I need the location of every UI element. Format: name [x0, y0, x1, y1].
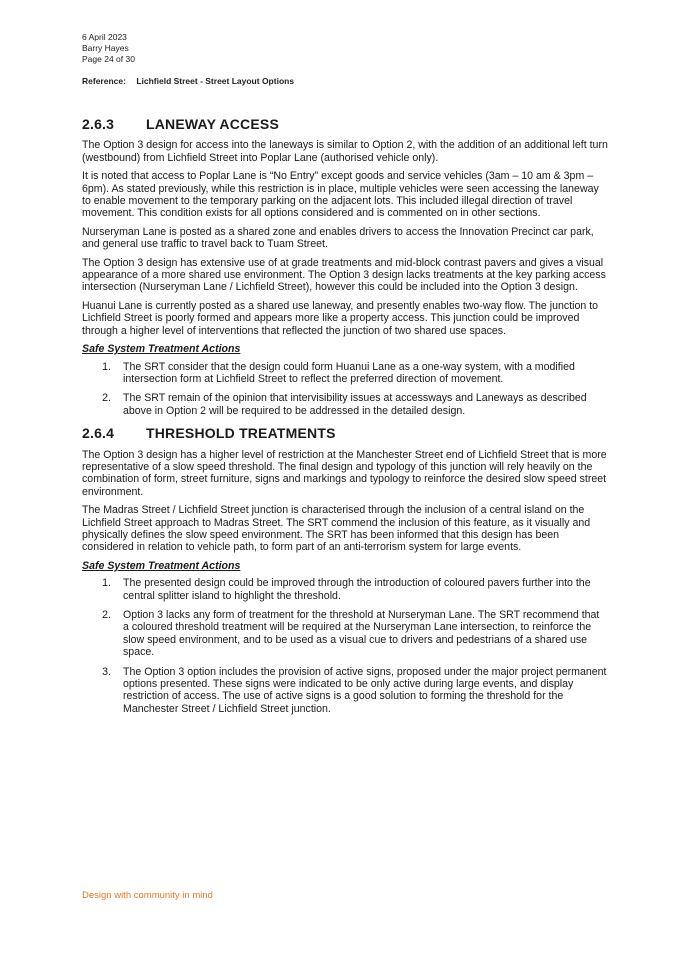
doc-date: 6 April 2023 — [82, 32, 127, 42]
list-item — [82, 609, 608, 659]
list-text: Option 3 lacks any form of treatment for the threshold at Nurseryman Lane. The SRT recommend that a coloured threshold treatment will be required at the Nurseryman Lane intersection, to reinforce the slow speed environment, and to be used as a visual cue to drivers and pedestrians of a shared use space. — [123, 609, 600, 659]
reference-value: Lichfield Street - Street Layout Options — [136, 76, 295, 86]
reference-label: Reference: — [82, 76, 126, 86]
section-title: THRESHOLD TREATMENTS — [146, 425, 336, 442]
list-number: 1. — [102, 577, 111, 590]
list-item — [82, 361, 608, 386]
paragraph: The Option 3 design for access into the laneways is similar to Option 2, with the addition of an additional left turn (westbound) from Lichfield Street into Poplar Lane (authorised vehicle only). — [82, 139, 608, 164]
reference-line — [82, 76, 294, 86]
actions-list — [82, 577, 608, 715]
list-number: 1. — [102, 360, 111, 373]
paragraph: It is noted that access to Poplar Lane is “No Entry” except goods and service vehicles (3am – 10 am & 3pm – 6pm). As stated previously, while this restriction is in place, multiple vehicles were seen accessing the laneway to enable movement to the temporary parking on the adjacent lots. This included illegal direction of travel movement. This condition exists for all options considered and is commented on in other sections. — [82, 170, 599, 220]
list-number: 2. — [102, 392, 111, 405]
list-item — [82, 666, 608, 716]
paragraph: The Option 3 design has extensive use of at grade treatments and mid-block contrast pavers and gives a visual appearance of a more shared use environment. The Option 3 design lacks treatments at the key parking access intersection (Nurseryman Lane / Lichfield Street), however this could be included into the Option 3 design. — [82, 256, 606, 294]
paragraph: The Madras Street / Lichfield Street junction is characterised through the inclusion of a central island on the Lichfield Street approach to Madras Street. The SRT commend the inclusion of this feature, as it visually and physically defines the slow speed environment. The SRT has been informed that this design has been considered in relation to vehicle path, to form part of an anti-terrorism system for large events. — [82, 504, 591, 554]
section-title: LANEWAY ACCESS — [146, 116, 279, 132]
section-number: 2.6.4 — [82, 425, 115, 442]
list-text: The SRT remain of the opinion that intervisibility issues at accessways and Laneways as described above in Option 2 will be required to be addressed in the detailed design. — [123, 392, 587, 417]
list-item — [82, 392, 608, 417]
list-number: 3. — [102, 665, 111, 678]
paragraph: The Option 3 design has a higher level of restriction at the Manchester Street end of Lichfield Street that is more representative of a slow speed threshold. The final design and typology of this junction will rely heavily on the combination of form, street furniture, signs and markings and typology to reinforce the desired slow speed street environment. — [82, 448, 607, 498]
paragraph: Nurseryman Lane is posted as a shared zone and enables drivers to access the Innovation Precinct car park, and general use traffic to travel back to Tuam Street. — [82, 225, 594, 251]
actions-list — [82, 361, 608, 418]
actions-heading: Safe System Treatment Actions — [82, 559, 241, 572]
page-number: Page 24 of 30 — [82, 54, 135, 64]
page-content — [82, 118, 608, 722]
list-text: The presented design could be improved through the introduction of coloured pavers further into the central splitter island to highlight the threshold. — [123, 577, 591, 602]
footer-tagline: Design with community in mind — [82, 890, 213, 901]
list-text: The Option 3 option includes the provision of active signs, proposed under the major project permanent options presented. These signs were indicated to be only active during large events, and display restriction of access. The use of active signs is a good solution to forming the threshold for the Manchester Street / Lichfield Street junction. — [123, 665, 607, 715]
list-text: The SRT consider that the design could form Huanui Lane as a one-way system, with a modified intersection form at Lichfield Street to reflect the preferred direction of movement. — [123, 360, 575, 385]
section-heading-threshold-treatments — [82, 425, 608, 442]
paragraph: Huanui Lane is currently posted as a shared use laneway, and presently enables two-way flow. The junction to Lichfield Street is poorly formed and appears more like a property access. This junction could be improved through a higher level of interventions that reflected the junction of two shared use spaces. — [82, 299, 599, 337]
document-meta — [82, 32, 135, 65]
doc-author: Barry Hayes — [82, 43, 129, 53]
list-number: 2. — [102, 609, 111, 621]
section-heading-laneway-access — [82, 118, 608, 130]
list-item — [82, 577, 608, 602]
section-number: 2.6.3 — [82, 116, 115, 132]
actions-heading: Safe System Treatment Actions — [82, 343, 241, 356]
